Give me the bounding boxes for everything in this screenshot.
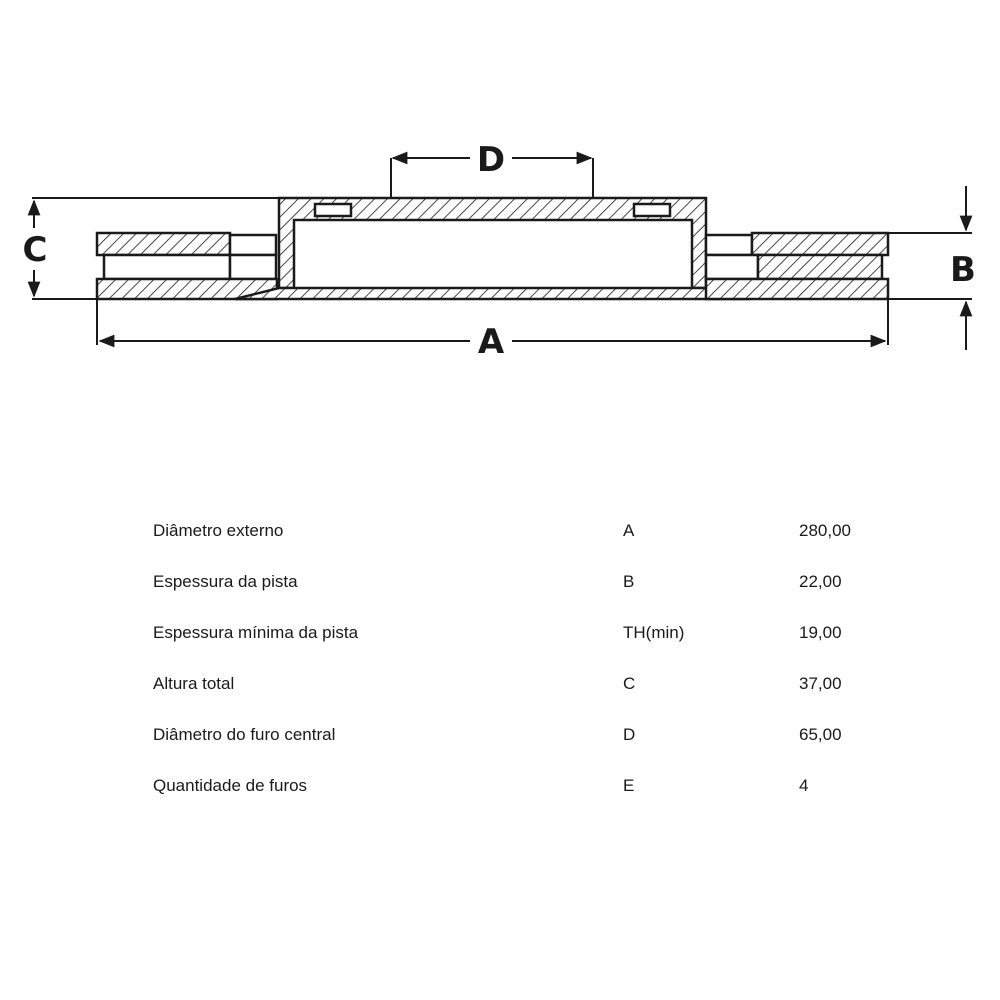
dimension-d-letter: D xyxy=(476,140,506,180)
spec-code: B xyxy=(623,571,635,591)
spec-label: Diâmetro do furo central xyxy=(153,724,336,744)
spec-label: Espessura mínima da pista xyxy=(153,622,359,642)
spec-value: 280,00 xyxy=(799,520,851,540)
spec-value: 22,00 xyxy=(799,571,842,591)
spec-code: E xyxy=(623,775,635,795)
spec-value: 4 xyxy=(799,775,809,795)
spec-value: 37,00 xyxy=(799,673,842,693)
table-row xyxy=(153,658,913,709)
hub-pocket-left xyxy=(315,204,351,216)
spec-code: A xyxy=(623,520,635,540)
hub-base xyxy=(235,288,750,299)
spec-code: TH(min) xyxy=(623,622,685,642)
spec-value: 19,00 xyxy=(799,622,842,642)
left-top-friction-plate xyxy=(97,233,230,255)
dimension-a-letter: A xyxy=(477,322,505,362)
spec-label: Altura total xyxy=(153,673,235,693)
disc-section xyxy=(97,198,888,299)
hub-pocket-right xyxy=(634,204,670,216)
dimension-b-letter: B xyxy=(950,250,976,290)
table-row xyxy=(153,505,913,556)
spec-label: Diâmetro externo xyxy=(153,520,284,540)
spec-code: C xyxy=(623,673,636,693)
spec-code: D xyxy=(623,724,636,744)
table-row xyxy=(153,709,913,760)
table-row xyxy=(153,556,913,607)
spec-value: 65,00 xyxy=(799,724,842,744)
spec-label: Quantidade de furos xyxy=(153,775,308,795)
table-row xyxy=(153,607,913,658)
brake-disc-cross-section-drawing xyxy=(0,0,1000,420)
left-cooling-fin xyxy=(104,255,230,279)
table-row xyxy=(153,760,913,811)
right-bottom-friction-plate xyxy=(706,279,888,299)
specifications-table xyxy=(153,505,913,811)
spec-label: Espessura da pista xyxy=(153,571,298,591)
dimension-c-letter: C xyxy=(22,230,48,270)
right-top-friction-plate xyxy=(752,233,888,255)
right-cooling-fin xyxy=(758,255,882,279)
